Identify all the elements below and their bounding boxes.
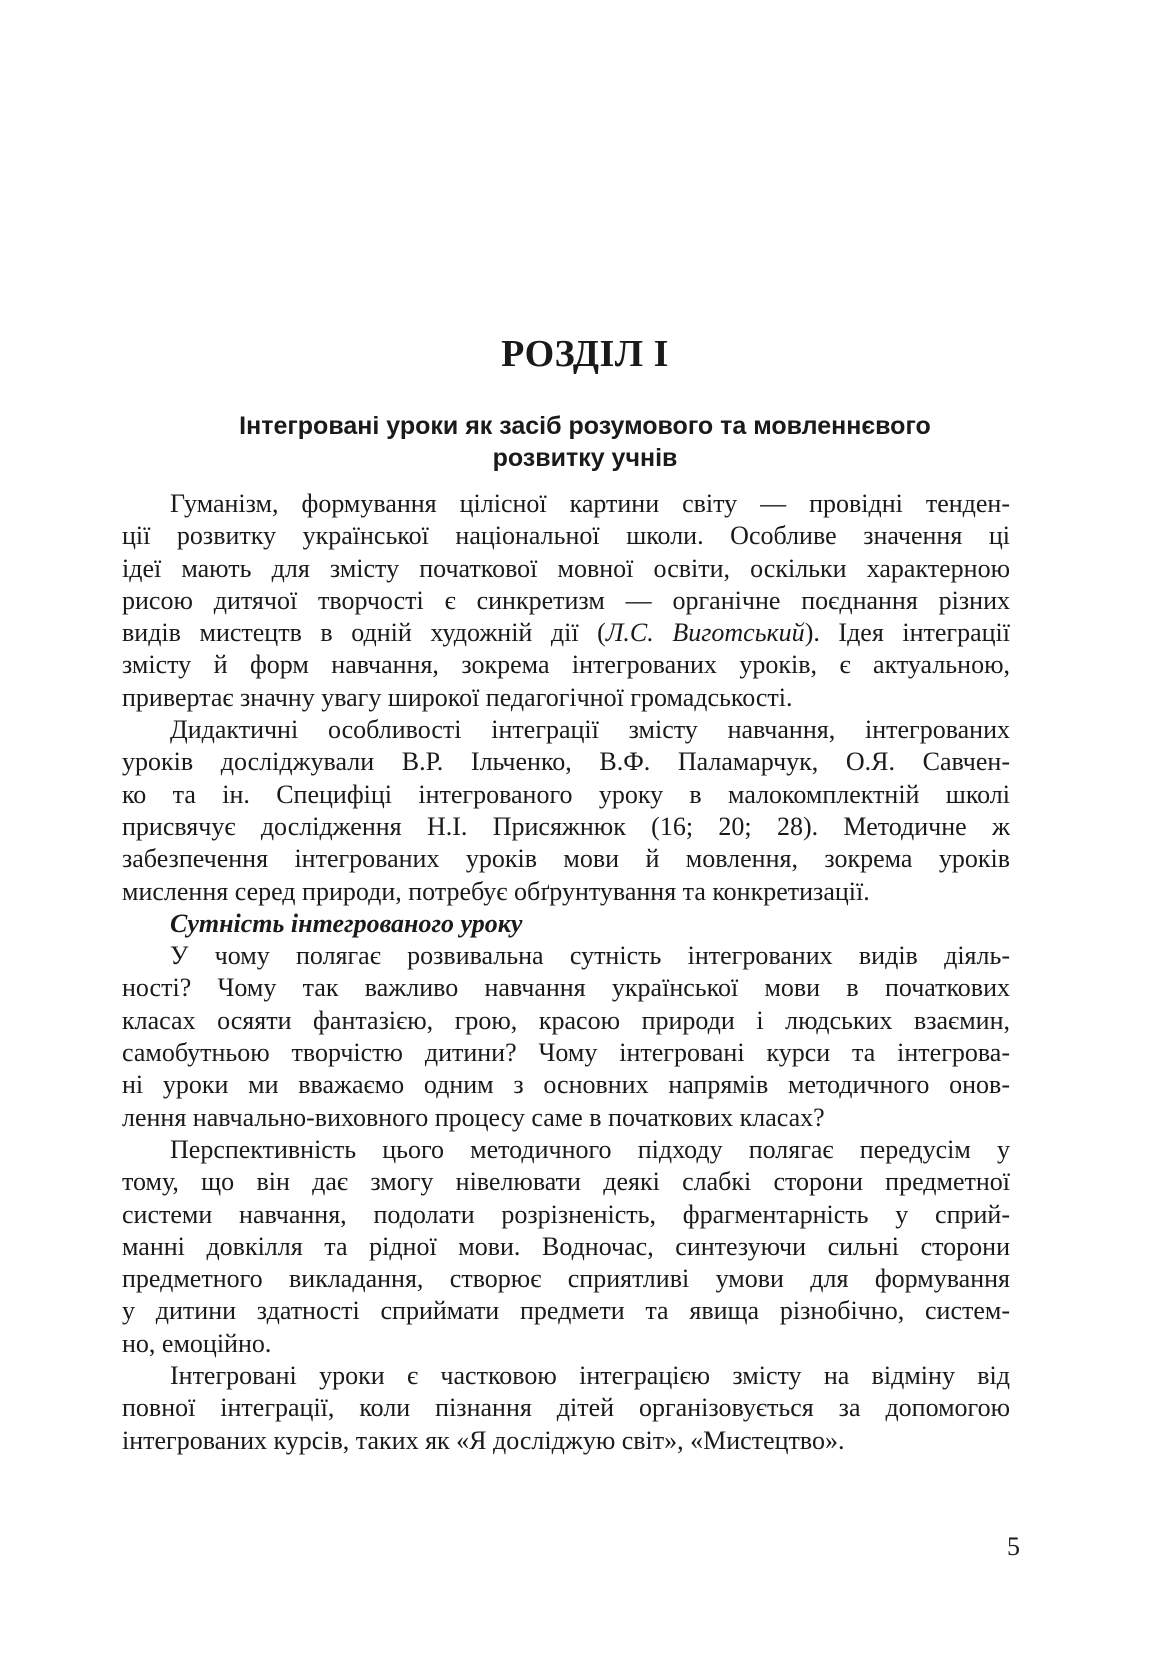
text-line: класах осяяти фантазією, грою, красою природи і людських взаємин, <box>122 1005 1010 1035</box>
text-line: привертає значну увагу широкої педагогічної громадськості. <box>122 682 793 712</box>
text-line: забезпечення інтегрованих уроків мови й мовлення, зокрема уроків <box>122 844 1010 874</box>
text-line: самобутньою творчістю дитини? Чому інтегровані курси та інтегрова- <box>122 1038 1010 1068</box>
text-line: системи навчання, подолати розрізненість, фрагментарність у сприй- <box>122 1199 1010 1229</box>
section-title: РОЗДІЛ І <box>501 333 669 375</box>
paragraph-5 <box>122 1360 1010 1457</box>
text-line: Гуманізм, формування цілісної картини світу — провідні тенден- <box>170 489 1010 518</box>
body-text <box>122 488 1010 1457</box>
paragraph-2 <box>122 714 1010 908</box>
chapter-title-line-2: розвитку учнів <box>492 444 678 472</box>
text-line: тому, що він дає змогу нівелювати деякі слабкі сторони предметної <box>122 1167 1010 1197</box>
text-line: рисою дитячої творчості є синкретизм — органічне поєднання різних <box>122 585 1010 615</box>
text-line: Перспективність цього методичного підходу полягає передусім у <box>170 1134 1010 1164</box>
text-line: ні уроки ми вважаємо одним з основних напрямів методичного онов- <box>122 1070 1010 1100</box>
text-line: ції розвитку української національної школи. Особливе значення ці <box>122 521 1010 551</box>
page-number: 5 <box>1007 1532 1020 1561</box>
text-line: присвячує дослідження Н.І. Присяжнюк (16; 20; 28). Методичне ж <box>122 811 1010 841</box>
text-line: у дитини здатності сприймати предмети та явища різнобічно, систем- <box>122 1296 1010 1326</box>
subheading: Сутність інтегрованого уроку <box>170 908 523 938</box>
text-line: змісту й форм навчання, зокрема інтегрованих уроків, є актуальною, <box>122 650 1010 680</box>
text-line: Дидактичні особливості інтеграції змісту навчання, інтегрованих <box>170 715 1010 745</box>
paragraph-1 <box>122 488 1010 714</box>
text-line: Інтегровані уроки є частковою інтеграцією змісту на відміну від <box>170 1361 1010 1391</box>
text-line: ності? Чому так важливо навчання української мови в початкових <box>122 973 1010 1003</box>
text-segment: видів мистецтв в одній художній дії ( <box>122 618 606 648</box>
text-line <box>122 617 1010 649</box>
paragraph-3 <box>122 940 1010 1134</box>
text-line: У чому полягає розвивальна сутність інтегрованих видів діяль- <box>170 941 1010 971</box>
author-citation: Л.С. Виготський <box>605 618 805 648</box>
text-line: лення навчально-виховного процесу саме в початкових класах? <box>122 1102 825 1132</box>
chapter-title-line-1: Інтегровані уроки як засіб розумового та мовленнєвого <box>239 412 931 440</box>
text-line: інтегрованих курсів, таких як «Я досліджую світ», «Мистецтво». <box>122 1425 845 1455</box>
text-line: уроків досліджували В.Р. Ільченко, В.Ф. Паламарчук, О.Я. Савчен- <box>122 747 1010 777</box>
text-line: но, емоційно. <box>122 1328 272 1358</box>
paragraph-4 <box>122 1134 1010 1360</box>
chapter-title <box>160 410 1010 474</box>
text-line: предметного викладання, створює сприятливі умови для формування <box>122 1264 1010 1294</box>
text-segment: ). Ідея інтеграції <box>804 618 1010 648</box>
text-line: манні довкілля та рідної мови. Водночас, синтезуючи сильні сторони <box>122 1231 1010 1261</box>
text-line: ко та ін. Специфіці інтегрованого уроку в малокомплектній школі <box>122 779 1010 809</box>
text-line: ідеї мають для змісту початкової мовної освіти, оскільки характерною <box>122 553 1010 583</box>
text-line: мислення серед природи, потребує обґрунтування та конкретизації. <box>122 876 870 906</box>
text-line: повної інтеграції, коли пізнання дітей організовується за допомогою <box>122 1393 1010 1423</box>
